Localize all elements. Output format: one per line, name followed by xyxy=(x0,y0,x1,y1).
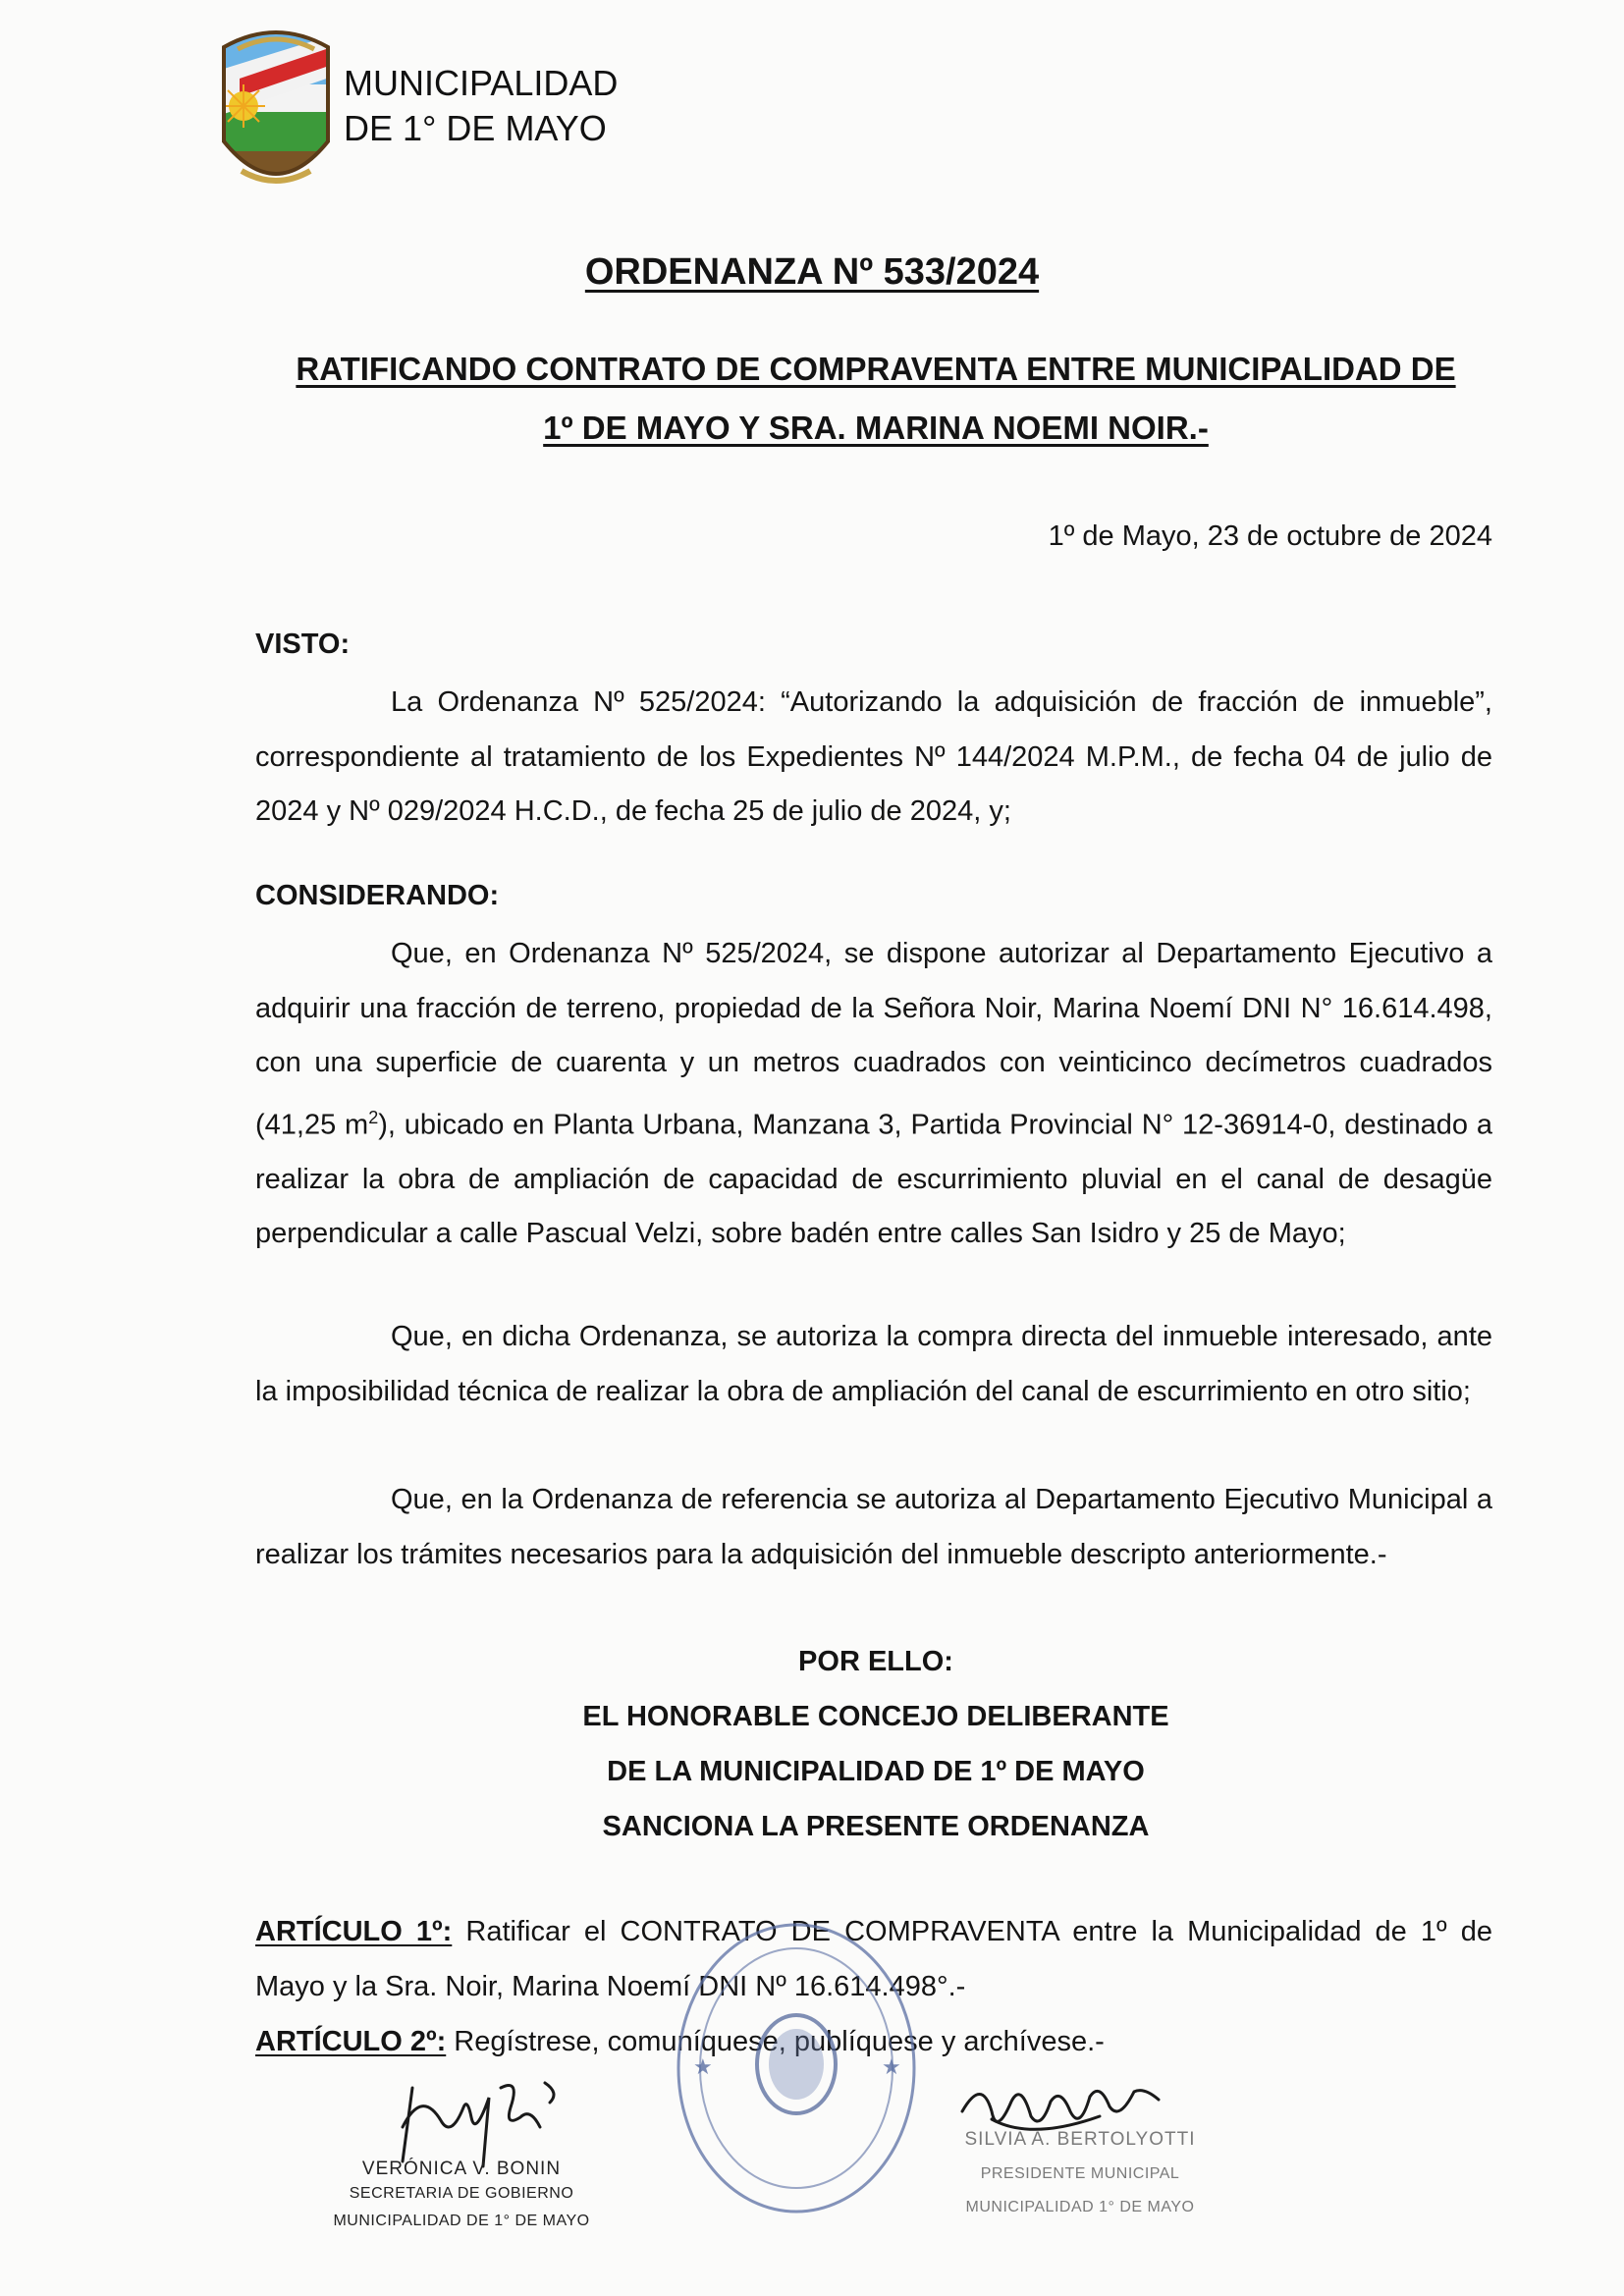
svg-text:★: ★ xyxy=(693,2055,713,2080)
signatory-left-role-1: SECRETARIA DE GOBIERNO xyxy=(349,2185,574,2202)
svg-text:★: ★ xyxy=(882,2055,901,2080)
article-2-text: Regístrese, comuníquese, publíquese y archívese.- xyxy=(446,2026,1105,2057)
considerando-paragraph-3: Que, en la Ordenanza de referencia se autoriza al Departamento Ejecutivo Municipal a realizar los trámites necesarios para la adquisición del inmueble descripto anteriormente.- xyxy=(255,1484,1492,1570)
por-ello-heading: POR ELLO: xyxy=(798,1646,953,1677)
council-line-3: SANCIONA LA PRESENTE ORDENANZA xyxy=(602,1811,1150,1842)
municipality-name-line1: MUNICIPALIDAD xyxy=(344,63,619,103)
considerando-paragraph-2: Que, en dicha Ordenanza, se autoriza la compra directa del inmueble interesado, ante la imposibilidad técnica de realizar la obra de ampliación del canal de escurrimiento en otro sitio; xyxy=(255,1321,1492,1407)
signatory-left-role-2: MUNICIPALIDAD DE 1° DE MAYO xyxy=(333,2213,590,2229)
resolution-block xyxy=(0,1634,1624,1854)
ordinance-subtitle-line1: RATIFICANDO CONTRATO DE COMPRAVENTA ENTRE MUNICIPALIDAD DE xyxy=(296,351,1456,387)
signature-block-secretary xyxy=(314,2159,609,2235)
ordinance-subtitle xyxy=(257,340,1494,458)
official-seal-icon xyxy=(672,1917,921,2219)
considerando-heading: CONSIDERANDO: xyxy=(255,880,500,911)
article-1-label: ARTÍCULO 1º: xyxy=(255,1916,453,1947)
ordinance-title: ORDENANZA Nº 533/2024 xyxy=(584,251,1040,293)
considerando-p1-part-a: Que, en Ordenanza Nº 525/2024, se dispone autorizar al Departamento Ejecutivo a adquirir una fracción de terreno, propiedad de la Señora Noir, Marina Noemí DNI N° 16.614.498, con una superficie de cuarenta y un metros cuadrados con veinticinco decímetros cuadrados (41,25 m xyxy=(255,938,1492,1141)
considerando-paragraph-1 xyxy=(255,927,1492,1262)
signatory-right-name: SILVIA A. BERTOLYOTTI xyxy=(964,2129,1196,2150)
signatory-right-role-2: MUNICIPALIDAD 1° DE MAYO xyxy=(965,2199,1195,2215)
article-1-text: Ratificar el CONTRATO DE COMPRAVENTA entre la Municipalidad de 1º de Mayo y la Sra. Noir, Marina Noemí DNI Nº 16.614.498°.- xyxy=(255,1916,1492,2002)
signature-block-president xyxy=(923,2129,1237,2221)
superscript-2: 2 xyxy=(368,1107,379,1127)
visto-paragraph: La Ordenanza Nº 525/2024: “Autorizando la adquisición de fracción de inmueble”, correspondiente al tratamiento de los Expedientes Nº 144/2024 M.P.M., de fecha 04 de julio de 2024 y Nº 029/2024 H.C.D., de fecha 25 de julio de 2024, y; xyxy=(255,686,1492,827)
council-line-2: DE LA MUNICIPALIDAD DE 1º DE MAYO xyxy=(607,1756,1145,1787)
ordinance-subtitle-line2: 1º DE MAYO Y SRA. MARINA NOEMI NOIR.- xyxy=(543,410,1209,446)
document-date: 1º de Mayo, 23 de octubre de 2024 xyxy=(1048,520,1492,552)
visto-heading: VISTO: xyxy=(255,629,351,660)
signatory-right-role-1: PRESIDENTE MUNICIPAL xyxy=(980,2165,1180,2182)
article-2-label: ARTÍCULO 2º: xyxy=(255,2026,447,2057)
considerando-p1-part-b: ), ubicado en Planta Urbana, Manzana 3, Partida Provincial N° 12-36914-0, destinado a realizar la obra de ampliación de capacidad de escurrimiento pluvial en el canal de desagüe perpendicular a calle Pascual Velzi, sobre badén entre calles San Isidro y 25 de Mayo; xyxy=(255,1109,1492,1250)
council-line-1: EL HONORABLE CONCEJO DELIBERANTE xyxy=(582,1701,1169,1732)
municipal-coat-of-arms-icon xyxy=(214,24,338,198)
municipality-name-line2: DE 1° DE MAYO xyxy=(344,108,607,148)
municipality-name xyxy=(344,61,618,151)
signatory-left-name: VERÓNICA V. BONIN xyxy=(361,2159,562,2179)
